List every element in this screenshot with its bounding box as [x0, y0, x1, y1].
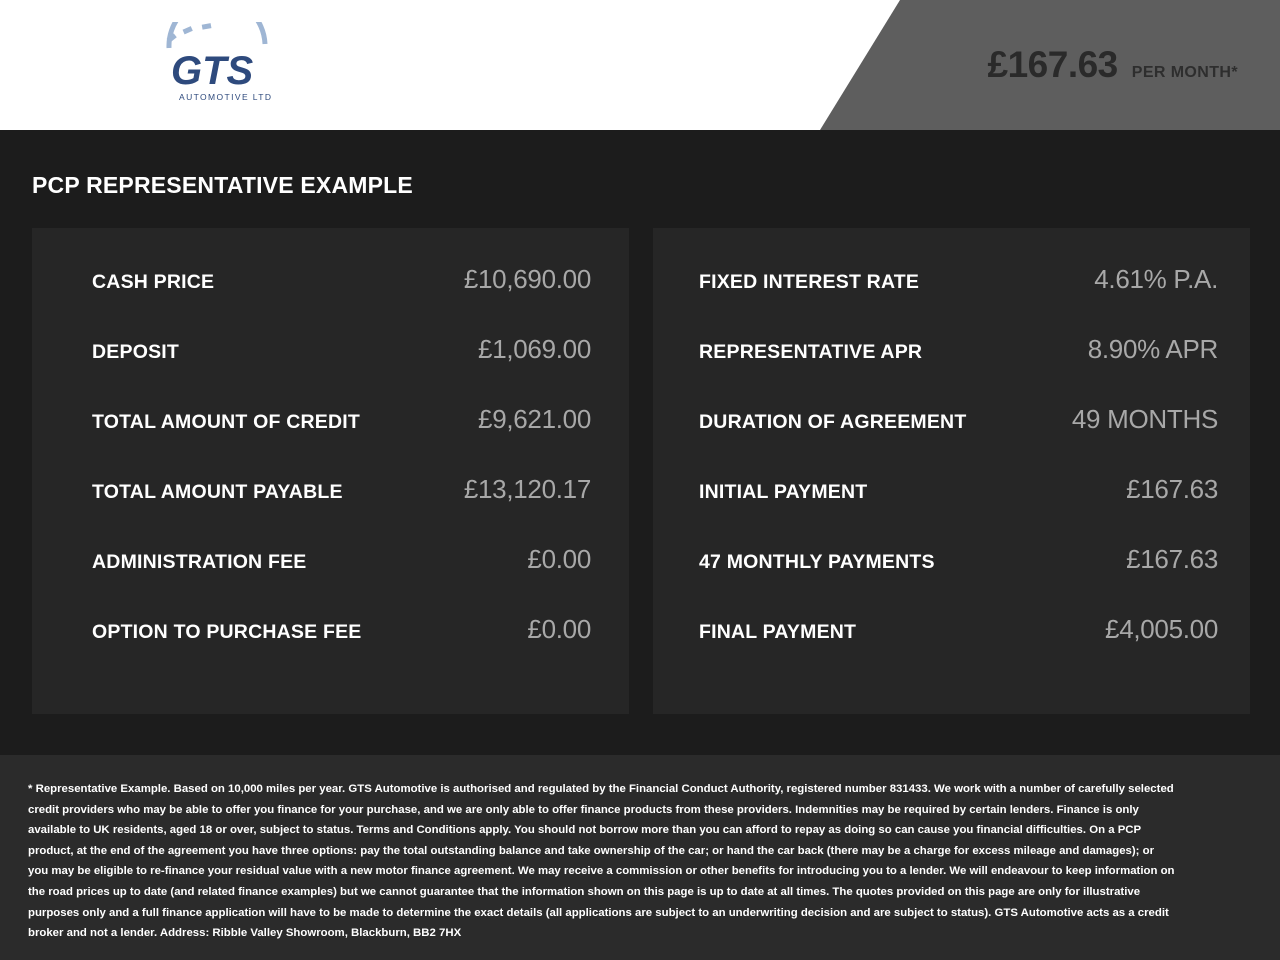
table-row	[54, 264, 607, 334]
table-row	[54, 404, 607, 474]
price-amount: £167.63	[987, 44, 1118, 85]
table-row	[54, 614, 607, 684]
table-row	[675, 334, 1228, 404]
disclaimer-footer	[0, 755, 1280, 960]
table-row	[675, 544, 1228, 614]
price-suffix: PER MONTH*	[1131, 64, 1238, 81]
row-label: OPTION TO PURCHASE FEE	[92, 621, 362, 643]
row-value: £167.63	[1126, 544, 1218, 574]
gts-automotive-logo	[155, 22, 285, 110]
page-header	[0, 0, 1280, 130]
row-value: 4.61% P.A.	[1094, 264, 1218, 294]
row-value: £0.00	[527, 544, 591, 574]
row-value: £1,069.00	[478, 334, 591, 364]
row-label: TOTAL AMOUNT OF CREDIT	[92, 411, 360, 433]
row-label: DEPOSIT	[92, 341, 179, 363]
row-label: FIXED INTEREST RATE	[699, 271, 920, 293]
finance-details-section	[0, 130, 1280, 755]
finance-panel-right	[653, 228, 1250, 714]
table-row	[54, 474, 607, 544]
table-row	[675, 264, 1228, 334]
svg-text:GTS: GTS	[171, 49, 254, 93]
row-label: TOTAL AMOUNT PAYABLE	[92, 481, 343, 503]
row-value: 8.90% APR	[1087, 334, 1218, 364]
row-label: REPRESENTATIVE APR	[699, 341, 923, 363]
table-row	[54, 544, 607, 614]
table-row	[54, 334, 607, 404]
row-label: DURATION OF AGREEMENT	[699, 411, 967, 433]
row-value: £9,621.00	[478, 404, 591, 434]
row-value: 49 MONTHS	[1071, 404, 1218, 434]
table-row	[675, 404, 1228, 474]
row-value: £10,690.00	[463, 264, 591, 294]
table-row	[675, 614, 1228, 684]
row-value: £13,120.17	[463, 474, 591, 504]
row-label: INITIAL PAYMENT	[699, 481, 868, 503]
row-value: £167.63	[1126, 474, 1218, 504]
row-value: £4,005.00	[1105, 614, 1218, 644]
row-value: £0.00	[527, 614, 591, 644]
row-label: CASH PRICE	[92, 271, 215, 293]
table-row	[675, 474, 1228, 544]
finance-panels	[0, 199, 1280, 714]
disclaimer-text: * Representative Example. Based on 10,000 miles per year. GTS Automotive is authorised and regulated by the Financial Conduct Authority, registered number 831433. We work with a number of carefully selected credit providers who may be able to offer you finance for your purchase, and we are only able to offer finance products from these providers. Indemnities may be required by certain lenders. Finance is only available to UK residents, aged 18 or over, subject to status. Terms and Conditions apply. You should not borrow more than you can afford to repay as doing so can cause you financial difficulties. On a PCP product, at the end of the agreement you have three options: pay the total outstanding balance and take ownership of the car; or hand the car back (there may be a charge for excess mileage and damages); or you may be eligible to re-finance your residual value with a new motor finance agreement. We may receive a commission or other benefits for introducing you to a lender. We will endeavour to keep information on the road prices up to date (and related finance examples) but we cannot guarantee that the information shown on this page is up to date at all times. The quotes provided on this page are only for illustrative purposes only and a full finance application will have to be made to determine the exact details (all applications are subject to an underwriting decision and are subject to status). GTS Automotive acts as a credit broker and not a lender. Address: Ribble Valley Showroom, Blackburn, BB2 7HX	[28, 783, 1175, 940]
finance-panel-left	[32, 228, 629, 714]
row-label: FINAL PAYMENT	[699, 621, 857, 643]
svg-text:AUTOMOTIVE LTD: AUTOMOTIVE LTD	[179, 92, 273, 102]
page-title: PCP REPRESENTATIVE EXAMPLE	[32, 172, 413, 198]
monthly-price	[988, 44, 1238, 86]
row-label: ADMINISTRATION FEE	[92, 551, 307, 573]
row-label: 47 MONTHLY PAYMENTS	[699, 551, 935, 573]
